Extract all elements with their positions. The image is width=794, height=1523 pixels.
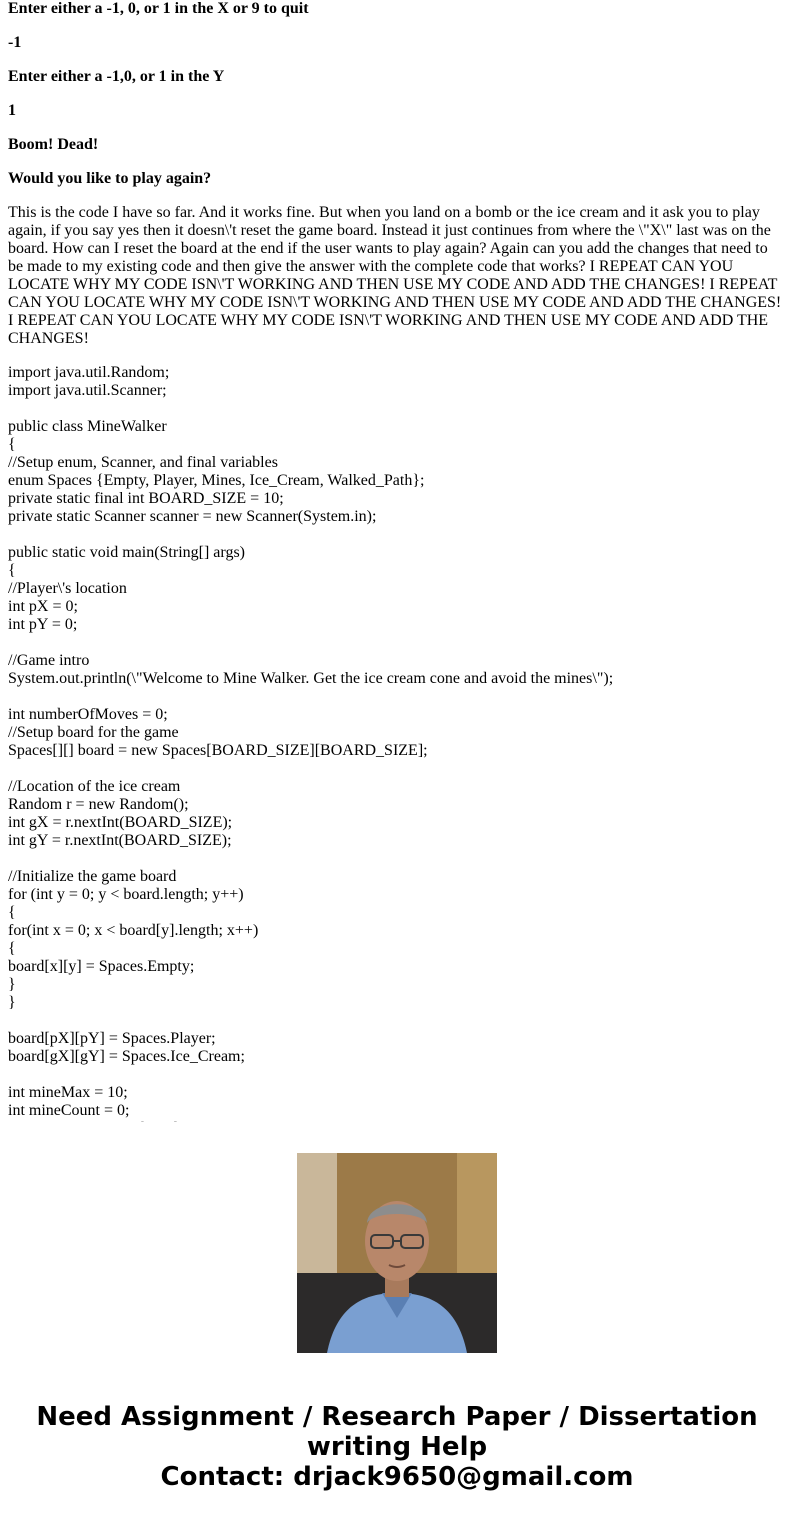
question-paragraph: This is the code I have so far. And it works fine. But when you land on a bomb or the ice cream and it ask you to play again, if you say yes then it doesn\'t reset the game board. Instead it just continues from where the \"X\" last was on the board. How can I reset the board at the end if the user wants to play again? Again can you add the changes that need to be made to my existing code and then give the answer with the complete code that works? I REPEAT CAN YOU LOCATE WHY MY CODE ISN\'T WORKING AND THEN USE MY CODE AND ADD THE CHANGES! I REPEAT CAN YOU LOCATE WHY MY CODE ISN\'T WORKING AND THEN USE MY CODE AND ADD THE CHANGES! I REPEAT CAN YOU LOCATE WHY MY CODE ISN\'T WORKING AND THEN USE MY CODE AND ADD THE CHANGES! [8,204,782,347]
promo-line-3: Contact: drjack9650@gmail.com [160,1462,634,1492]
console-prompt-y: Enter either a -1,0, or 1 in the Y [8,68,225,85]
code-line: for (int y = 0; y < board.length; y++) [8,886,244,903]
code-line: //Player\'s location [8,580,127,597]
code-line: int gX = r.nextInt(BOARD_SIZE); [8,814,233,831]
console-input-y: 1 [8,102,16,119]
code-line: int numberOfMoves = 0; [8,706,168,723]
code-block [8,364,784,1138]
person-portrait-icon [297,1153,497,1353]
code-line [8,850,784,868]
code-line: private static Scanner scanner = new Scanner(System.in); [8,508,377,525]
promo-line-1: Need Assignment / Research Paper / Dissertation [36,1402,758,1432]
code-line: public static void main(String[] args) [8,544,245,561]
code-line: //Setup board for the game [8,724,179,741]
code-line [8,1066,784,1084]
console-result: Boom! Dead! [8,136,99,153]
code-line: { [8,562,16,579]
code-line: Random r = new Random(); [8,796,189,813]
code-line: board[gX][gY] = Spaces.Ice_Cream; [8,1048,245,1065]
promo-banner [0,1122,794,1523]
code-line [8,688,784,706]
promo-line-2: writing Help [306,1432,488,1462]
code-line: int pX = 0; [8,598,78,615]
code-line: //Initialize the game board [8,868,177,885]
code-line [8,634,784,652]
code-line: System.out.println(\"Welcome to Mine Walker. Get the ice cream cone and avoid the mines\"); [8,670,614,687]
code-line: int mineCount = 0; [8,1102,130,1119]
code-line: import java.util.Scanner; [8,382,167,399]
promo-text [0,1402,794,1492]
code-line: } [8,976,16,993]
code-line: //Location of the ice cream [8,778,181,795]
code-line: for(int x = 0; x < board[y].length; x++) [8,922,259,939]
code-line: private static final int BOARD_SIZE = 10; [8,490,284,507]
code-line: int gY = r.nextInt(BOARD_SIZE); [8,832,232,849]
console-play-again: Would you like to play again? [8,170,212,187]
author-avatar [297,1153,497,1353]
document-content [8,0,784,1122]
code-line: //Game intro [8,652,90,669]
code-line: public class MineWalker [8,418,167,435]
code-line: enum Spaces {Empty, Player, Mines, Ice_Cream, Walked_Path}; [8,472,425,489]
code-line: int pY = 0; [8,616,78,633]
code-line [8,526,784,544]
code-line: Spaces[][] board = new Spaces[BOARD_SIZE][BOARD_SIZE]; [8,742,428,759]
code-line: { [8,436,16,453]
code-line: int mineMax = 10; [8,1084,128,1101]
code-line: //Setup enum, Scanner, and final variables [8,454,278,471]
code-line: import java.util.Random; [8,364,170,381]
code-line: { [8,904,16,921]
code-line [8,1012,784,1030]
code-line: } [8,994,16,1011]
code-line: { [8,940,16,957]
code-line: board[pX][pY] = Spaces.Player; [8,1030,216,1047]
code-line [8,400,784,418]
console-prompt-x: Enter either a -1, 0, or 1 in the X or 9 to quit [8,0,309,17]
code-line [8,760,784,778]
code-line: board[x][y] = Spaces.Empty; [8,958,195,975]
console-input-x: -1 [8,34,22,51]
